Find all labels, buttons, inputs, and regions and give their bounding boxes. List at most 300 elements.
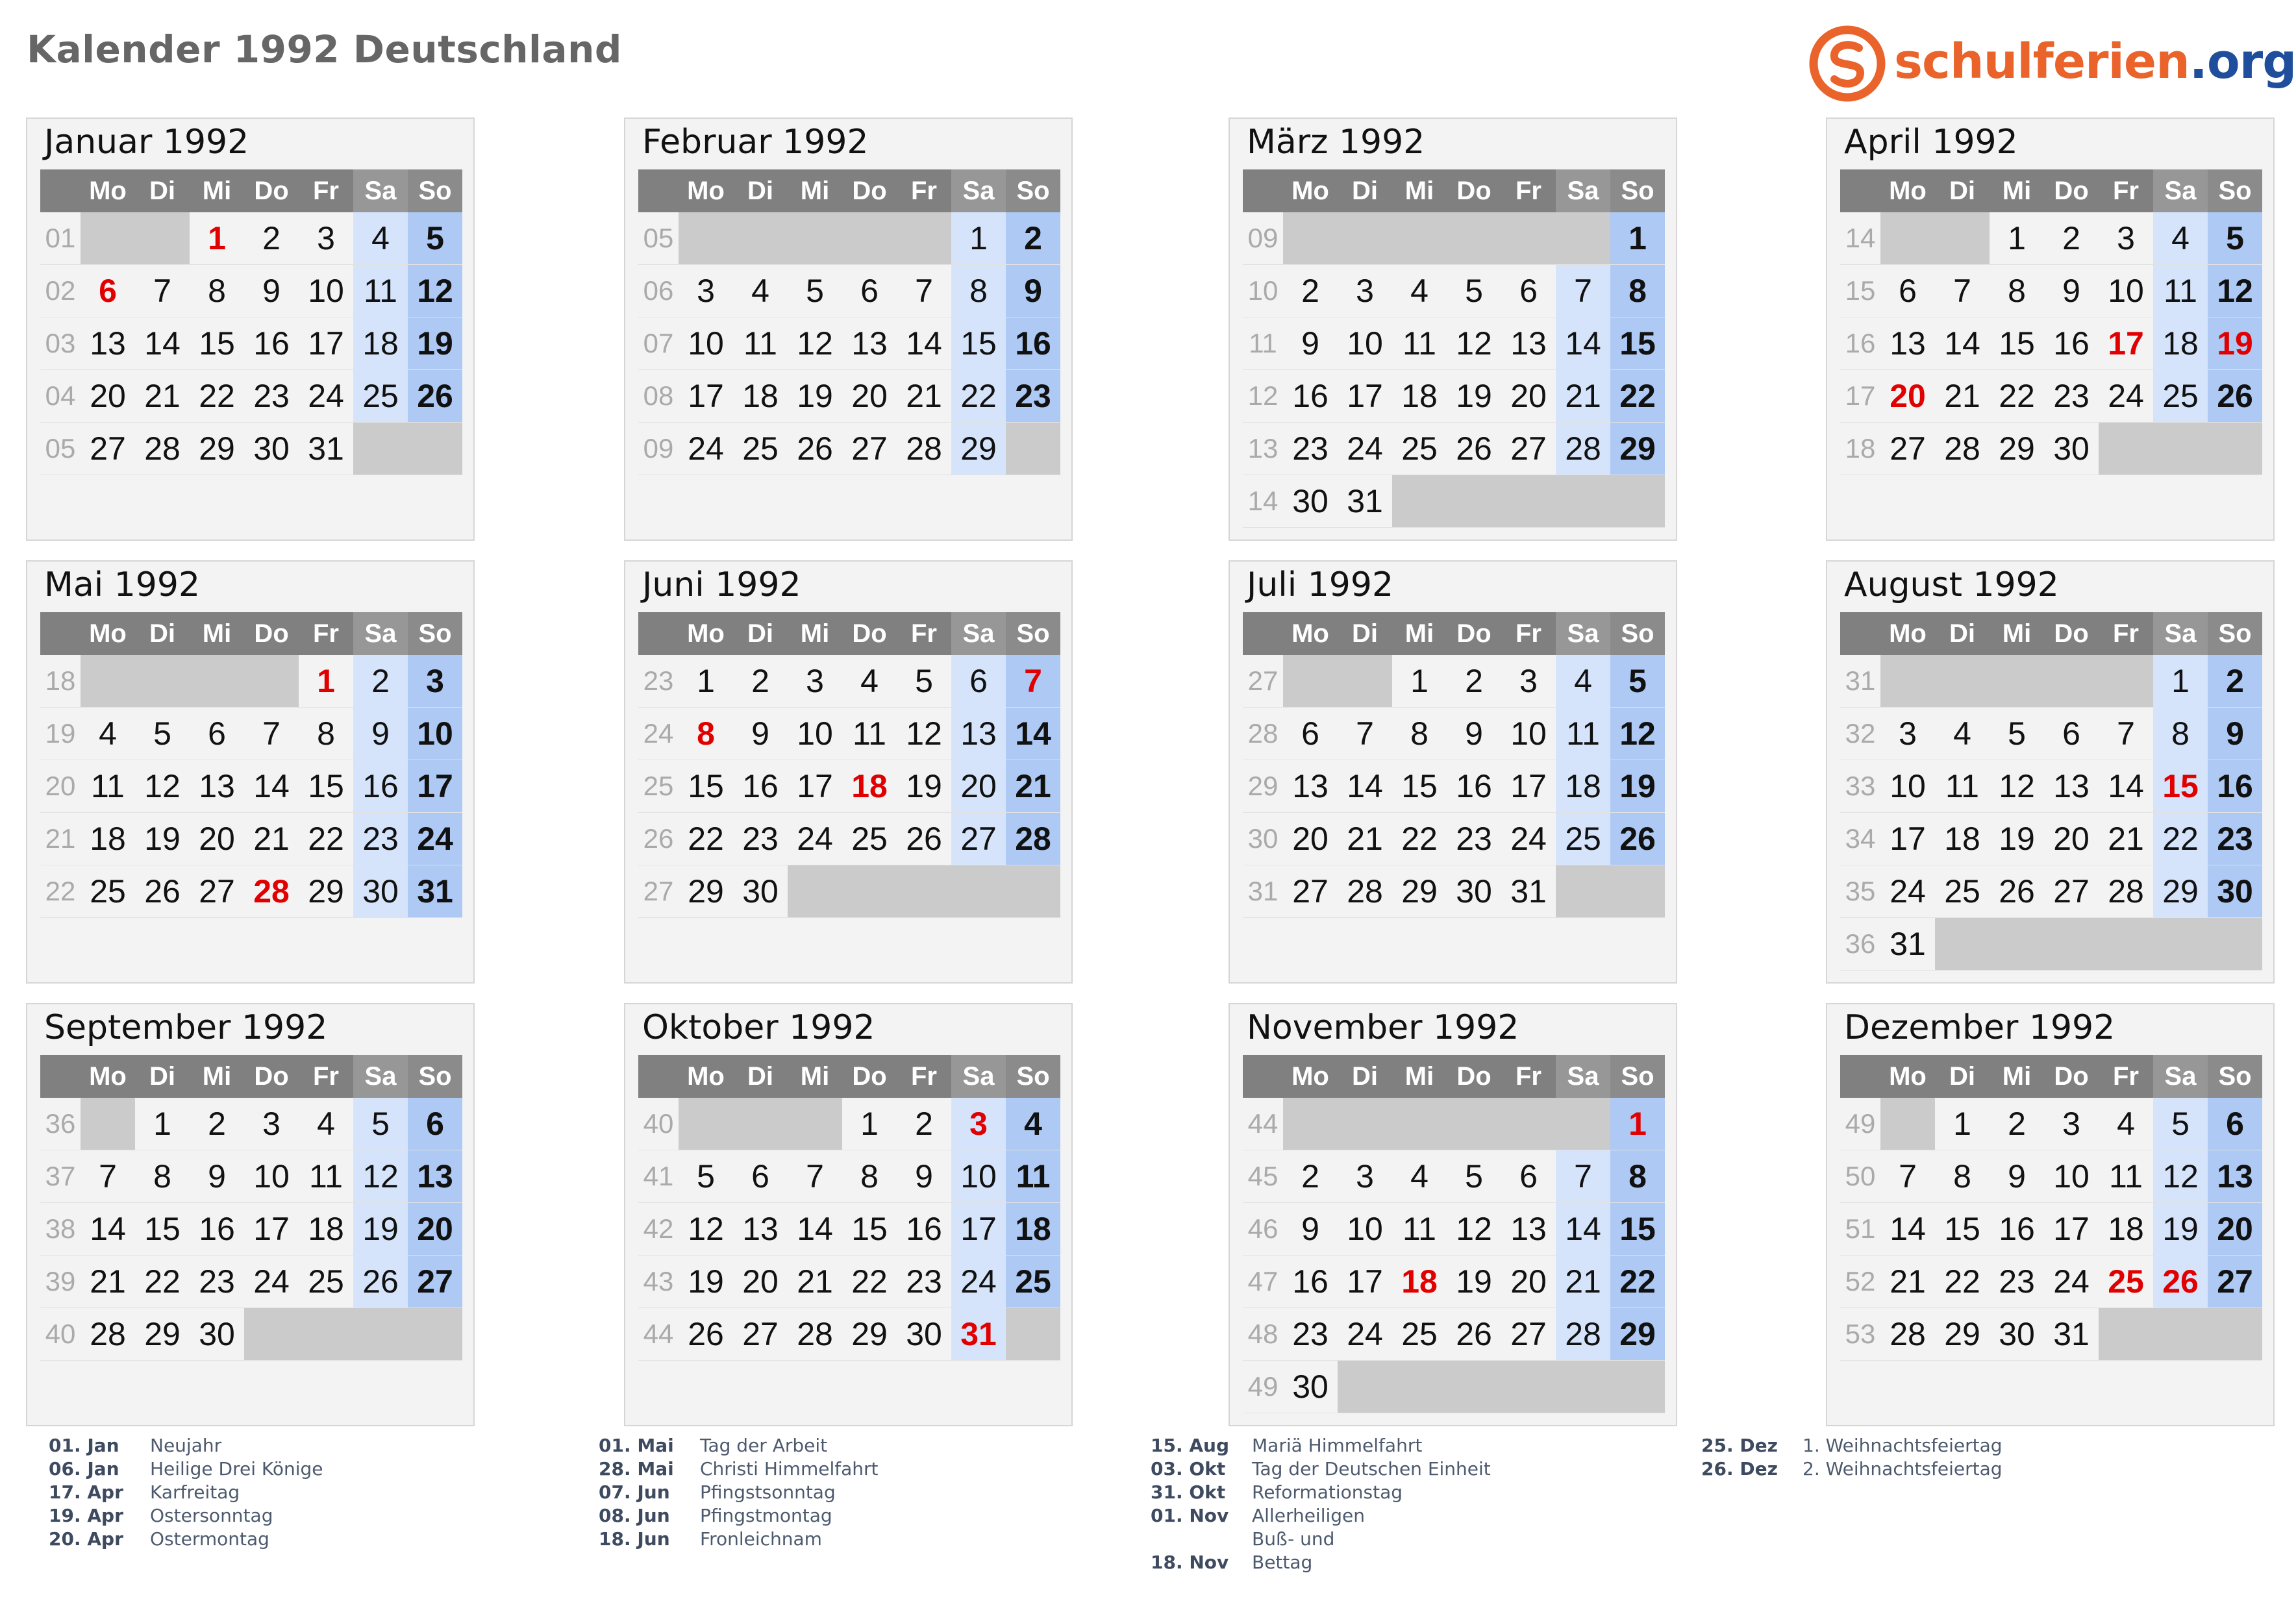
day-cell[interactable]: 26 [408, 370, 462, 422]
day-cell[interactable]: 13 [851, 325, 888, 362]
day-cell[interactable]: 5 [153, 715, 171, 752]
day-cell[interactable]: 3 [1356, 1158, 1374, 1195]
day-cell[interactable]: 28 [1347, 873, 1383, 910]
day-cell[interactable]: 29 [688, 873, 724, 910]
day-cell[interactable]: 29 [1944, 1316, 1980, 1352]
day-cell[interactable]: 8 [1610, 265, 1665, 317]
day-cell[interactable]: 1 [153, 1106, 171, 1142]
day-cell[interactable]: 18 [1944, 821, 1980, 857]
day-cell[interactable]: 23 [253, 378, 290, 414]
day-cell[interactable]: 13 [2208, 1150, 2262, 1202]
day-cell[interactable]: 17 [797, 768, 833, 804]
day-cell[interactable]: 5 [697, 1158, 715, 1195]
day-cell[interactable]: 30 [2208, 865, 2262, 917]
day-cell[interactable]: 13 [1292, 768, 1329, 804]
day-cell[interactable]: 21 [1556, 370, 1610, 422]
day-cell[interactable]: 21 [906, 378, 942, 414]
day-cell[interactable]: 26 [797, 430, 833, 467]
day-cell[interactable]: 22 [851, 1263, 888, 1300]
day-cell[interactable]: 10 [2108, 273, 2144, 309]
day-cell[interactable]: 21 [1347, 821, 1383, 857]
day-cell[interactable]: 20 [408, 1203, 462, 1255]
day-cell[interactable]: 26 [688, 1316, 724, 1352]
day-cell[interactable]: 24 [1347, 1316, 1383, 1352]
day-cell[interactable]: 22 [1401, 821, 1438, 857]
day-cell[interactable]: 28 [906, 430, 942, 467]
day-cell[interactable]: 9 [208, 1158, 226, 1195]
day-cell[interactable]: 6 [751, 1158, 769, 1195]
day-cell[interactable]: 17 [1347, 378, 1383, 414]
day-cell[interactable]: 22 [308, 821, 344, 857]
day-cell[interactable]: 23 [1456, 821, 1492, 857]
day-cell[interactable]: 4 [1410, 1158, 1429, 1195]
day-cell[interactable]: 19 [1456, 378, 1492, 414]
day-cell[interactable]: 13 [1510, 1211, 1547, 1247]
day-cell[interactable]: 7 [153, 273, 171, 309]
day-cell[interactable]: 26 [1456, 430, 1492, 467]
day-cell[interactable]: 20 [2053, 821, 2090, 857]
day-cell[interactable]: 24 [1347, 430, 1383, 467]
day-cell[interactable]: 31 [2053, 1316, 2090, 1352]
day-cell[interactable]: 12 [906, 715, 942, 752]
day-cell[interactable]: 12 [1999, 768, 2035, 804]
day-cell[interactable]: 21 [253, 821, 290, 857]
day-cell[interactable]: 21 [2108, 821, 2144, 857]
day-cell[interactable]: 11 [1403, 1211, 1436, 1247]
day-cell[interactable]: 11 [1556, 708, 1610, 760]
day-cell[interactable]: 10 [797, 715, 833, 752]
day-cell[interactable]: 15 [308, 768, 344, 804]
day-cell[interactable]: 16 [906, 1211, 942, 1247]
day-cell[interactable]: 15 [851, 1211, 888, 1247]
day-cell[interactable]: 2 [1301, 273, 1319, 309]
day-cell[interactable]: 4 [353, 212, 408, 264]
day-cell[interactable]: 26 [353, 1256, 408, 1307]
day-cell[interactable]: 11 [853, 715, 886, 752]
day-cell[interactable]: 2 [2208, 655, 2262, 707]
day-cell[interactable]: 28 [797, 1316, 833, 1352]
day-cell[interactable]: 4 [1006, 1098, 1060, 1150]
day-cell[interactable]: 10 [1347, 325, 1383, 362]
day-cell[interactable]: 8 [951, 265, 1006, 317]
day-cell[interactable]: 28 [144, 430, 181, 467]
day-cell[interactable]: 9 [1465, 715, 1483, 752]
day-cell[interactable]: 5 [408, 212, 462, 264]
day-cell[interactable]: 9 [262, 273, 281, 309]
day-cell[interactable]: 28 [2108, 873, 2144, 910]
day-cell[interactable]: 14 [1944, 325, 1980, 362]
holiday-day-cell[interactable]: 18 [851, 768, 888, 804]
day-cell[interactable]: 14 [1556, 1203, 1610, 1255]
day-cell[interactable]: 20 [1510, 378, 1547, 414]
day-cell[interactable]: 20 [1510, 1263, 1547, 1300]
day-cell[interactable]: 7 [1953, 273, 1971, 309]
day-cell[interactable]: 11 [2109, 1158, 2143, 1195]
day-cell[interactable]: 11 [309, 1158, 343, 1195]
day-cell[interactable]: 25 [742, 430, 779, 467]
day-cell[interactable]: 1 [1610, 212, 1665, 264]
holiday-day-cell[interactable]: 31 [951, 1308, 1006, 1360]
day-cell[interactable]: 26 [1456, 1316, 1492, 1352]
day-cell[interactable]: 11 [1945, 768, 1979, 804]
day-cell[interactable]: 19 [408, 317, 462, 369]
day-cell[interactable]: 1 [2153, 655, 2208, 707]
day-cell[interactable]: 3 [1356, 273, 1374, 309]
day-cell[interactable]: 21 [144, 378, 181, 414]
day-cell[interactable]: 8 [208, 273, 226, 309]
day-cell[interactable]: 18 [1556, 760, 1610, 812]
day-cell[interactable]: 3 [806, 663, 824, 699]
day-cell[interactable]: 31 [1510, 873, 1547, 910]
day-cell[interactable]: 18 [90, 821, 126, 857]
day-cell[interactable]: 30 [2053, 430, 2090, 467]
day-cell[interactable]: 14 [253, 768, 290, 804]
day-cell[interactable]: 10 [951, 1150, 1006, 1202]
day-cell[interactable]: 2 [2062, 220, 2080, 256]
day-cell[interactable]: 1 [2008, 220, 2026, 256]
day-cell[interactable]: 17 [2053, 1211, 2090, 1247]
day-cell[interactable]: 29 [1999, 430, 2035, 467]
day-cell[interactable]: 28 [1556, 423, 1610, 475]
day-cell[interactable]: 3 [2117, 220, 2135, 256]
day-cell[interactable]: 8 [2008, 273, 2026, 309]
day-cell[interactable]: 24 [688, 430, 724, 467]
day-cell[interactable]: 18 [1006, 1203, 1060, 1255]
day-cell[interactable]: 16 [2208, 760, 2262, 812]
day-cell[interactable]: 4 [1410, 273, 1429, 309]
day-cell[interactable]: 22 [951, 370, 1006, 422]
day-cell[interactable]: 18 [2108, 1211, 2144, 1247]
day-cell[interactable]: 22 [688, 821, 724, 857]
day-cell[interactable]: 11 [743, 325, 777, 362]
day-cell[interactable]: 1 [860, 1106, 879, 1142]
day-cell[interactable]: 25 [90, 873, 126, 910]
day-cell[interactable]: 21 [1006, 760, 1060, 812]
day-cell[interactable]: 1 [1410, 663, 1429, 699]
day-cell[interactable]: 23 [353, 813, 408, 865]
day-cell[interactable]: 17 [408, 760, 462, 812]
day-cell[interactable]: 19 [1610, 760, 1665, 812]
day-cell[interactable]: 17 [951, 1203, 1006, 1255]
day-cell[interactable]: 31 [1347, 483, 1383, 519]
day-cell[interactable]: 16 [2053, 325, 2090, 362]
day-cell[interactable]: 12 [408, 265, 462, 317]
day-cell[interactable]: 25 [1944, 873, 1980, 910]
day-cell[interactable]: 30 [1456, 873, 1492, 910]
day-cell[interactable]: 18 [1401, 378, 1438, 414]
day-cell[interactable]: 28 [1006, 813, 1060, 865]
day-cell[interactable]: 10 [1890, 768, 1926, 804]
day-cell[interactable]: 13 [1510, 325, 1547, 362]
day-cell[interactable]: 22 [1610, 1256, 1665, 1307]
day-cell[interactable]: 12 [2153, 1150, 2208, 1202]
day-cell[interactable]: 5 [2208, 212, 2262, 264]
day-cell[interactable]: 17 [1347, 1263, 1383, 1300]
day-cell[interactable]: 6 [951, 655, 1006, 707]
day-cell[interactable]: 23 [1292, 1316, 1329, 1352]
day-cell[interactable]: 12 [1456, 325, 1492, 362]
day-cell[interactable]: 10 [408, 708, 462, 760]
day-cell[interactable]: 1 [951, 212, 1006, 264]
day-cell[interactable]: 3 [697, 273, 715, 309]
day-cell[interactable]: 14 [1556, 317, 1610, 369]
day-cell[interactable]: 12 [688, 1211, 724, 1247]
day-cell[interactable]: 29 [951, 423, 1006, 475]
day-cell[interactable]: 17 [688, 378, 724, 414]
day-cell[interactable]: 16 [1999, 1211, 2035, 1247]
day-cell[interactable]: 8 [1610, 1150, 1665, 1202]
schulferien-logo[interactable] [1808, 25, 2296, 103]
day-cell[interactable]: 13 [742, 1211, 779, 1247]
day-cell[interactable]: 7 [2117, 715, 2135, 752]
day-cell[interactable]: 17 [1890, 821, 1926, 857]
day-cell[interactable]: 29 [1610, 423, 1665, 475]
day-cell[interactable]: 29 [308, 873, 344, 910]
day-cell[interactable]: 2 [1006, 212, 1060, 264]
day-cell[interactable]: 24 [951, 1256, 1006, 1307]
day-cell[interactable]: 13 [408, 1150, 462, 1202]
day-cell[interactable]: 7 [1356, 715, 1374, 752]
day-cell[interactable]: 27 [2208, 1256, 2262, 1307]
day-cell[interactable]: 31 [408, 865, 462, 917]
day-cell[interactable]: 19 [353, 1203, 408, 1255]
day-cell[interactable]: 24 [1890, 873, 1926, 910]
day-cell[interactable]: 20 [742, 1263, 779, 1300]
day-cell[interactable]: 15 [688, 768, 724, 804]
holiday-day-cell[interactable]: 25 [2108, 1263, 2144, 1300]
day-cell[interactable]: 16 [253, 325, 290, 362]
day-cell[interactable]: 31 [1890, 926, 1926, 962]
day-cell[interactable]: 7 [1556, 1150, 1610, 1202]
day-cell[interactable]: 26 [2208, 370, 2262, 422]
day-cell[interactable]: 30 [253, 430, 290, 467]
day-cell[interactable]: 22 [2153, 813, 2208, 865]
day-cell[interactable]: 23 [199, 1263, 235, 1300]
day-cell[interactable]: 30 [1292, 1369, 1329, 1405]
day-cell[interactable]: 10 [253, 1158, 290, 1195]
day-cell[interactable]: 5 [2153, 1098, 2208, 1150]
day-cell[interactable]: 6 [2208, 1098, 2262, 1150]
day-cell[interactable]: 7 [806, 1158, 824, 1195]
day-cell[interactable]: 3 [408, 655, 462, 707]
day-cell[interactable]: 11 [91, 768, 125, 804]
day-cell[interactable]: 20 [2208, 1203, 2262, 1255]
day-cell[interactable]: 12 [2208, 265, 2262, 317]
day-cell[interactable]: 9 [353, 708, 408, 760]
day-cell[interactable]: 2 [353, 655, 408, 707]
day-cell[interactable]: 3 [1519, 663, 1538, 699]
holiday-day-cell[interactable]: 28 [253, 873, 290, 910]
holiday-day-cell[interactable]: 19 [2208, 317, 2262, 369]
day-cell[interactable]: 25 [1006, 1256, 1060, 1307]
day-cell[interactable]: 25 [1401, 430, 1438, 467]
day-cell[interactable]: 7 [262, 715, 281, 752]
day-cell[interactable]: 15 [1610, 317, 1665, 369]
day-cell[interactable]: 4 [317, 1106, 335, 1142]
day-cell[interactable]: 13 [2053, 768, 2090, 804]
day-cell[interactable]: 3 [2062, 1106, 2080, 1142]
day-cell[interactable]: 16 [353, 760, 408, 812]
day-cell[interactable]: 19 [906, 768, 942, 804]
day-cell[interactable]: 22 [144, 1263, 181, 1300]
day-cell[interactable]: 10 [688, 325, 724, 362]
day-cell[interactable]: 24 [308, 378, 344, 414]
day-cell[interactable]: 20 [1292, 821, 1329, 857]
day-cell[interactable]: 15 [1610, 1203, 1665, 1255]
day-cell[interactable]: 21 [1890, 1263, 1926, 1300]
day-cell[interactable]: 25 [2153, 370, 2208, 422]
day-cell[interactable]: 15 [1401, 768, 1438, 804]
day-cell[interactable]: 23 [2208, 813, 2262, 865]
day-cell[interactable]: 20 [199, 821, 235, 857]
day-cell[interactable]: 6 [1899, 273, 1917, 309]
day-cell[interactable]: 6 [2062, 715, 2080, 752]
day-cell[interactable]: 15 [951, 317, 1006, 369]
day-cell[interactable]: 7 [915, 273, 933, 309]
day-cell[interactable]: 12 [144, 768, 181, 804]
day-cell[interactable]: 26 [906, 821, 942, 857]
day-cell[interactable]: 20 [90, 378, 126, 414]
day-cell[interactable]: 22 [1944, 1263, 1980, 1300]
day-cell[interactable]: 21 [1944, 378, 1980, 414]
day-cell[interactable]: 8 [860, 1158, 879, 1195]
day-cell[interactable]: 4 [860, 663, 879, 699]
day-cell[interactable]: 14 [2108, 768, 2144, 804]
day-cell[interactable]: 8 [153, 1158, 171, 1195]
day-cell[interactable]: 18 [2153, 317, 2208, 369]
day-cell[interactable]: 4 [99, 715, 117, 752]
holiday-day-cell[interactable]: 1 [1610, 1098, 1665, 1150]
day-cell[interactable]: 16 [1006, 317, 1060, 369]
day-cell[interactable]: 23 [742, 821, 779, 857]
holiday-day-cell[interactable]: 26 [2153, 1256, 2208, 1307]
day-cell[interactable]: 5 [806, 273, 824, 309]
day-cell[interactable]: 15 [199, 325, 235, 362]
day-cell[interactable]: 9 [1301, 325, 1319, 362]
day-cell[interactable]: 27 [951, 813, 1006, 865]
day-cell[interactable]: 29 [144, 1316, 181, 1352]
holiday-day-cell[interactable]: 3 [951, 1098, 1006, 1150]
day-cell[interactable]: 27 [199, 873, 235, 910]
day-cell[interactable]: 5 [1465, 273, 1483, 309]
day-cell[interactable]: 17 [1510, 768, 1547, 804]
day-cell[interactable]: 22 [1610, 370, 1665, 422]
day-cell[interactable]: 11 [353, 265, 408, 317]
day-cell[interactable]: 24 [1510, 821, 1547, 857]
day-cell[interactable]: 16 [199, 1211, 235, 1247]
day-cell[interactable]: 10 [1347, 1211, 1383, 1247]
day-cell[interactable]: 19 [2153, 1203, 2208, 1255]
day-cell[interactable]: 26 [1610, 813, 1665, 865]
day-cell[interactable]: 2 [262, 220, 281, 256]
day-cell[interactable]: 17 [308, 325, 344, 362]
holiday-day-cell[interactable]: 15 [2153, 760, 2208, 812]
day-cell[interactable]: 9 [2208, 708, 2262, 760]
day-cell[interactable]: 23 [1006, 370, 1060, 422]
day-cell[interactable]: 16 [1456, 768, 1492, 804]
holiday-day-cell[interactable]: 17 [2108, 325, 2144, 362]
day-cell[interactable]: 13 [1890, 325, 1926, 362]
day-cell[interactable]: 25 [1556, 813, 1610, 865]
day-cell[interactable]: 24 [2053, 1263, 2090, 1300]
day-cell[interactable]: 30 [1292, 483, 1329, 519]
day-cell[interactable]: 8 [2153, 708, 2208, 760]
day-cell[interactable]: 18 [308, 1211, 344, 1247]
day-cell[interactable]: 10 [308, 273, 344, 309]
day-cell[interactable]: 30 [1999, 1316, 2035, 1352]
day-cell[interactable]: 25 [308, 1263, 344, 1300]
day-cell[interactable]: 19 [688, 1263, 724, 1300]
day-cell[interactable]: 8 [1410, 715, 1429, 752]
day-cell[interactable]: 15 [144, 1211, 181, 1247]
day-cell[interactable]: 24 [2108, 378, 2144, 414]
day-cell[interactable]: 14 [1006, 708, 1060, 760]
day-cell[interactable]: 7 [99, 1158, 117, 1195]
day-cell[interactable]: 5 [1610, 655, 1665, 707]
day-cell[interactable]: 22 [199, 378, 235, 414]
day-cell[interactable]: 16 [1292, 1263, 1329, 1300]
day-cell[interactable]: 30 [742, 873, 779, 910]
day-cell[interactable]: 14 [90, 1211, 126, 1247]
day-cell[interactable]: 3 [1899, 715, 1917, 752]
day-cell[interactable]: 4 [2153, 212, 2208, 264]
day-cell[interactable]: 12 [1610, 708, 1665, 760]
day-cell[interactable]: 28 [1944, 430, 1980, 467]
day-cell[interactable]: 19 [1999, 821, 2035, 857]
day-cell[interactable]: 14 [144, 325, 181, 362]
day-cell[interactable]: 14 [1890, 1211, 1926, 1247]
day-cell[interactable]: 16 [1292, 378, 1329, 414]
day-cell[interactable]: 7 [1556, 265, 1610, 317]
day-cell[interactable]: 5 [2008, 715, 2026, 752]
day-cell[interactable]: 19 [144, 821, 181, 857]
day-cell[interactable]: 8 [317, 715, 335, 752]
day-cell[interactable]: 27 [742, 1316, 779, 1352]
day-cell[interactable]: 11 [1403, 325, 1436, 362]
day-cell[interactable]: 12 [797, 325, 833, 362]
day-cell[interactable]: 11 [1006, 1150, 1060, 1202]
day-cell[interactable]: 23 [2053, 378, 2090, 414]
day-cell[interactable]: 12 [1456, 1211, 1492, 1247]
day-cell[interactable]: 13 [90, 325, 126, 362]
day-cell[interactable]: 27 [1510, 430, 1547, 467]
day-cell[interactable]: 27 [408, 1256, 462, 1307]
day-cell[interactable]: 1 [697, 663, 715, 699]
day-cell[interactable]: 6 [208, 715, 226, 752]
day-cell[interactable]: 9 [2008, 1158, 2026, 1195]
day-cell[interactable]: 14 [1347, 768, 1383, 804]
day-cell[interactable]: 29 [199, 430, 235, 467]
day-cell[interactable]: 9 [915, 1158, 933, 1195]
day-cell[interactable]: 25 [1401, 1316, 1438, 1352]
day-cell[interactable]: 26 [144, 873, 181, 910]
day-cell[interactable]: 25 [353, 370, 408, 422]
day-cell[interactable]: 10 [1510, 715, 1547, 752]
day-cell[interactable]: 8 [1953, 1158, 1971, 1195]
day-cell[interactable]: 6 [1301, 715, 1319, 752]
day-cell[interactable]: 13 [199, 768, 235, 804]
day-cell[interactable]: 28 [90, 1316, 126, 1352]
day-cell[interactable]: 31 [308, 430, 344, 467]
day-cell[interactable]: 2 [2008, 1106, 2026, 1142]
holiday-day-cell[interactable]: 7 [1006, 655, 1060, 707]
day-cell[interactable]: 4 [2117, 1106, 2135, 1142]
day-cell[interactable]: 2 [915, 1106, 933, 1142]
day-cell[interactable]: 16 [742, 768, 779, 804]
day-cell[interactable]: 5 [915, 663, 933, 699]
day-cell[interactable]: 6 [1519, 1158, 1538, 1195]
day-cell[interactable]: 6 [408, 1098, 462, 1150]
